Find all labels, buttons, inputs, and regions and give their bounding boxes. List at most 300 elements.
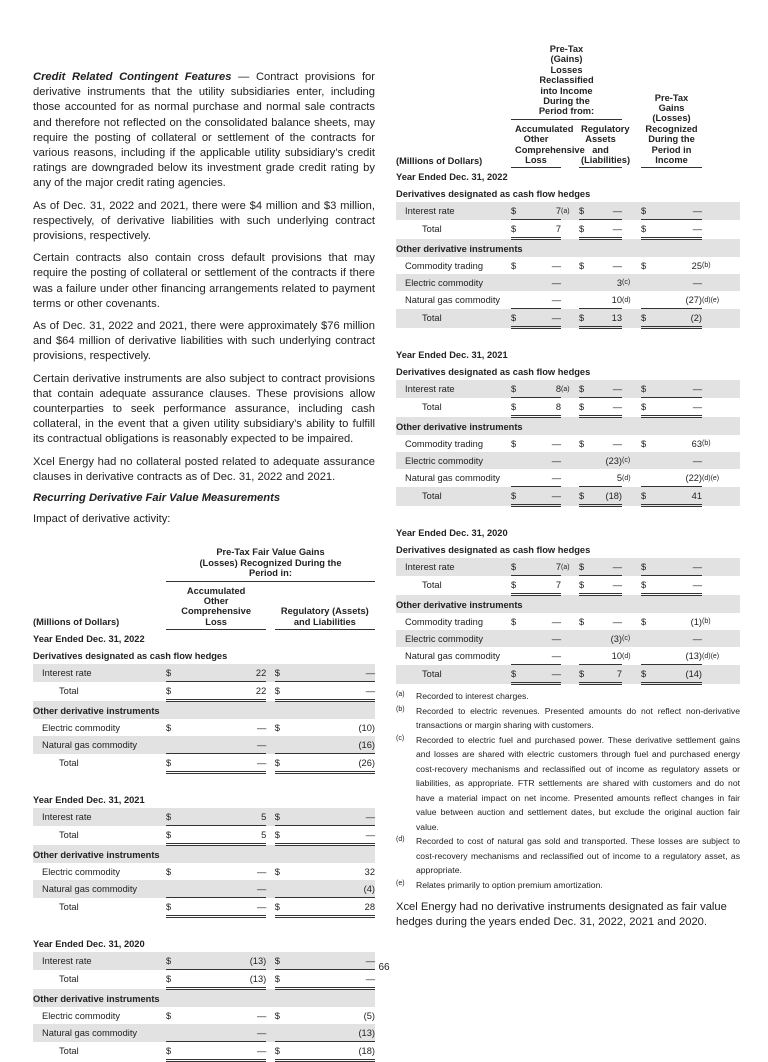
value-aocl: — bbox=[185, 1042, 266, 1061]
currency-symbol: $ bbox=[275, 754, 294, 773]
value-aocl: — bbox=[256, 866, 267, 877]
column-header-units: (Millions of Dollars) bbox=[33, 617, 120, 628]
currency-symbol bbox=[641, 452, 655, 469]
footnote-ref bbox=[702, 202, 740, 220]
currency-symbol bbox=[579, 452, 593, 469]
column-header-aocl: Accumulated Other Comprehensive Loss bbox=[166, 581, 266, 630]
row-label: Electric commodity bbox=[396, 274, 503, 291]
currency-symbol: $ bbox=[579, 220, 593, 239]
value-aocl: — bbox=[525, 274, 561, 291]
currency-symbol: $ bbox=[166, 1042, 185, 1061]
currency-symbol: $ bbox=[166, 754, 185, 773]
spacer bbox=[33, 773, 375, 792]
currency-symbol bbox=[166, 880, 185, 898]
section-heading-row bbox=[396, 541, 740, 558]
row-label: Interest rate bbox=[33, 952, 155, 970]
gap bbox=[266, 1024, 274, 1042]
footnote-ref: (c) bbox=[622, 452, 641, 469]
currency-symbol bbox=[641, 291, 655, 309]
currency-symbol: $ bbox=[511, 380, 525, 398]
footnote-ref bbox=[622, 435, 641, 452]
footnote-ref bbox=[561, 435, 579, 452]
footnote: (c) Recorded to electric fuel and purchased power. These derivative settlement gains and losses are shared with electric customers through fuel and purchased energy cost-recovery mechanisms and reclassified out of income as regulatory assets or liabilities, as appropriate. FTR settlements are shared with customers and do not have a material impact on net income. Presented amounts reflect changes in fair value between auction and settlement dates, but exclude the original auction fair value. bbox=[396, 734, 740, 832]
footnote-ref bbox=[622, 398, 641, 417]
row-label: Year Ended Dec. 31, 2021 bbox=[33, 794, 145, 805]
gap bbox=[503, 469, 511, 487]
value-income: — bbox=[655, 220, 702, 239]
currency-symbol: $ bbox=[641, 309, 655, 328]
value-income: 41 bbox=[655, 487, 702, 506]
currency-symbol: $ bbox=[511, 487, 525, 506]
table-row bbox=[396, 380, 740, 398]
value-aocl: 8 bbox=[525, 380, 561, 398]
value-regulatory: — bbox=[294, 808, 375, 826]
currency-symbol: $ bbox=[641, 398, 655, 417]
value-income: (1) bbox=[690, 616, 703, 627]
table-row bbox=[396, 274, 740, 291]
footnote-ref bbox=[561, 665, 579, 684]
currency-symbol bbox=[511, 452, 525, 469]
currency-symbol: $ bbox=[641, 487, 655, 506]
spacer-row bbox=[33, 917, 375, 936]
value-regulatory: — bbox=[593, 220, 622, 239]
currency-symbol: $ bbox=[641, 576, 655, 595]
currency-symbol: $ bbox=[275, 952, 294, 970]
currency-symbol bbox=[166, 736, 185, 754]
value-aocl: (13) bbox=[185, 952, 266, 970]
footnote-ref: (c) bbox=[622, 630, 641, 647]
value-aocl: — bbox=[525, 630, 561, 647]
row-label: Other derivative instruments bbox=[396, 595, 740, 614]
currency-symbol: $ bbox=[579, 616, 585, 627]
table-row bbox=[396, 398, 740, 417]
row-label: Total bbox=[422, 224, 442, 235]
table-row bbox=[33, 754, 375, 773]
currency-symbol bbox=[511, 630, 525, 647]
row-label: Derivatives designated as cash flow hedges bbox=[396, 188, 591, 199]
table-row bbox=[33, 719, 375, 736]
row-label: Derivatives designated as cash flow hedges bbox=[396, 544, 591, 555]
table-row bbox=[396, 576, 740, 595]
row-label: Interest rate bbox=[396, 202, 503, 220]
row-label: Natural gas commodity bbox=[33, 736, 155, 754]
section-heading-row bbox=[396, 185, 740, 202]
table-row bbox=[33, 1024, 375, 1042]
currency-symbol bbox=[511, 469, 525, 487]
footnote: (a) Recorded to interest charges. bbox=[396, 691, 529, 702]
value-aocl: 5 bbox=[185, 808, 266, 826]
table-row bbox=[396, 452, 740, 469]
footnote-ref: (a) bbox=[561, 558, 579, 576]
footnote-ref bbox=[561, 469, 579, 487]
value-aocl: — bbox=[525, 487, 561, 506]
currency-symbol: $ bbox=[641, 558, 655, 576]
right-column bbox=[396, 44, 740, 942]
currency-symbol: $ bbox=[641, 380, 655, 398]
value-regulatory: 7 bbox=[593, 665, 622, 684]
value-regulatory: — bbox=[294, 826, 375, 845]
row-label: Total bbox=[422, 580, 442, 591]
value-regulatory: (3) bbox=[593, 630, 622, 647]
currency-symbol: $ bbox=[641, 220, 655, 239]
footnote-ref bbox=[622, 665, 641, 684]
currency-symbol: $ bbox=[579, 576, 593, 595]
gap bbox=[155, 664, 166, 682]
value-aocl: — bbox=[551, 650, 561, 661]
value-aocl: 8 bbox=[525, 398, 561, 417]
footnote-ref bbox=[702, 274, 740, 291]
value-aocl: (13) bbox=[185, 970, 266, 989]
table-row bbox=[33, 826, 375, 845]
currency-symbol bbox=[641, 647, 655, 665]
currency-symbol: $ bbox=[165, 1010, 172, 1021]
value-aocl: — bbox=[551, 294, 561, 305]
row-label: Total bbox=[59, 974, 79, 985]
footnote-ref bbox=[561, 309, 579, 328]
footnote-ref bbox=[561, 647, 579, 665]
table-row bbox=[396, 309, 740, 328]
footnote-ref bbox=[561, 274, 579, 291]
value-regulatory: — bbox=[593, 576, 622, 595]
row-label: Natural gas commodity bbox=[33, 1024, 155, 1042]
footnote-ref bbox=[622, 202, 641, 220]
currency-symbol: $ bbox=[165, 866, 172, 877]
currency-symbol: $ bbox=[579, 380, 593, 398]
value-income: — bbox=[655, 202, 702, 220]
row-label: Total bbox=[59, 686, 79, 697]
section-heading-row bbox=[33, 647, 375, 664]
currency-symbol: $ bbox=[641, 665, 655, 684]
closing-paragraph: Xcel Energy had no derivative instruments designated as fair value hedges during the years ended Dec. 31, 2022, 2021 and 2020. bbox=[396, 901, 727, 929]
paragraph: Xcel Energy had no collateral posted related to adequate assurance clauses in derivative contracts as of Dec. 31, 2022 and 2021. bbox=[33, 455, 375, 483]
footnote-ref bbox=[622, 257, 641, 274]
currency-symbol: $ bbox=[579, 398, 593, 417]
value-regulatory: — bbox=[593, 558, 622, 576]
currency-symbol: $ bbox=[641, 438, 647, 449]
table-row bbox=[33, 682, 375, 701]
currency-symbol: $ bbox=[166, 970, 185, 989]
section-heading-row bbox=[33, 989, 375, 1008]
value-income: — bbox=[655, 630, 702, 647]
gap bbox=[503, 647, 511, 665]
footnote: (d) Recorded to cost of natural gas sold and transported. These losses are subject to cost-recovery mechanisms and reclassified out of income to a regulatory asset, as appropriate. bbox=[396, 836, 740, 876]
footnote-ref: (a) bbox=[561, 202, 579, 220]
reclassified-gains-table bbox=[396, 44, 740, 685]
table-row bbox=[396, 558, 740, 576]
row-label: Total bbox=[422, 402, 442, 413]
footnote-ref bbox=[561, 257, 579, 274]
gap bbox=[503, 380, 511, 398]
currency-symbol: $ bbox=[166, 682, 185, 701]
value-regulatory: 32 bbox=[364, 866, 375, 877]
currency-symbol: $ bbox=[511, 260, 517, 271]
table-row bbox=[396, 665, 740, 684]
table-row bbox=[33, 863, 375, 880]
footnote-ref: (b) bbox=[702, 440, 711, 448]
currency-symbol bbox=[579, 647, 593, 665]
intro-text: Impact of derivative activity: bbox=[33, 513, 171, 526]
value-regulatory: — bbox=[612, 438, 623, 449]
spacer-row bbox=[33, 773, 375, 792]
row-label: Electric commodity bbox=[42, 866, 121, 877]
section-heading-row bbox=[396, 417, 740, 436]
year-heading-row bbox=[396, 346, 740, 363]
gap bbox=[266, 719, 274, 736]
currency-symbol bbox=[511, 274, 525, 291]
currency-symbol: $ bbox=[275, 664, 294, 682]
table-row bbox=[396, 202, 740, 220]
row-label: Total bbox=[396, 309, 503, 328]
gap bbox=[503, 274, 511, 291]
currency-symbol bbox=[579, 291, 593, 309]
gap bbox=[266, 1007, 274, 1024]
currency-symbol bbox=[511, 291, 525, 309]
currency-symbol: $ bbox=[166, 952, 185, 970]
currency-symbol bbox=[641, 274, 655, 291]
table-row bbox=[396, 220, 740, 239]
currency-symbol: $ bbox=[579, 558, 593, 576]
column-header-regulatory: Regulatory (Assets) and Liabilities bbox=[275, 581, 375, 630]
footnote-ref bbox=[561, 291, 579, 309]
section-heading-row bbox=[33, 701, 375, 720]
spacer-row bbox=[396, 506, 740, 525]
row-label: Year Ended Dec. 31, 2022 bbox=[33, 633, 145, 644]
year-heading-row bbox=[33, 791, 375, 808]
currency-symbol: $ bbox=[511, 576, 525, 595]
value-regulatory: — bbox=[294, 664, 375, 682]
currency-symbol: $ bbox=[579, 309, 593, 328]
currency-symbol: $ bbox=[579, 438, 585, 449]
paragraph: As of Dec. 31, 2022 and 2021, there were $4 million and $3 million, respectively, of derivative liabilities with such underlying contract provisions, respectively. bbox=[33, 199, 375, 243]
row-label: Electric commodity bbox=[42, 722, 121, 733]
row-label: Interest rate bbox=[396, 380, 503, 398]
value-aocl: — bbox=[256, 1010, 267, 1021]
section-heading-row bbox=[396, 239, 740, 258]
value-income: — bbox=[655, 274, 702, 291]
currency-symbol: $ bbox=[641, 616, 647, 627]
value-regulatory: (18) bbox=[593, 487, 622, 506]
value-regulatory: 28 bbox=[294, 898, 375, 917]
value-aocl: — bbox=[185, 898, 266, 917]
value-aocl: — bbox=[525, 452, 561, 469]
gap bbox=[155, 736, 166, 754]
row-label: Year Ended Dec. 31, 2022 bbox=[396, 171, 508, 182]
gap bbox=[503, 398, 511, 417]
table-row bbox=[396, 487, 740, 506]
gap bbox=[503, 576, 511, 595]
footnote-ref bbox=[622, 220, 641, 239]
column-header-units: (Millions of Dollars) bbox=[396, 155, 483, 166]
footnote-ref bbox=[561, 220, 579, 239]
row-label: Electric commodity bbox=[42, 1010, 121, 1021]
currency-symbol: $ bbox=[511, 398, 525, 417]
gap bbox=[155, 1042, 166, 1061]
table-row bbox=[33, 898, 375, 917]
gap bbox=[155, 1024, 166, 1042]
column-header-income: Pre-Tax Gains (Losses) Recognized During the Period in Income bbox=[641, 44, 702, 168]
value-aocl: 5 bbox=[185, 826, 266, 845]
row-label: Other derivative instruments bbox=[33, 989, 375, 1008]
value-income: (2) bbox=[655, 309, 702, 328]
table-row bbox=[396, 257, 740, 274]
currency-symbol: $ bbox=[511, 616, 517, 627]
gap bbox=[155, 826, 166, 845]
value-aocl: — bbox=[256, 722, 267, 733]
gap bbox=[503, 665, 511, 684]
value-income: (13) bbox=[685, 650, 703, 661]
spacer bbox=[33, 917, 375, 936]
gap bbox=[155, 898, 166, 917]
value-income: — bbox=[655, 452, 702, 469]
footnote-ref bbox=[702, 220, 740, 239]
table-row bbox=[33, 664, 375, 682]
footnote-ref bbox=[702, 665, 740, 684]
row-label: Other derivative instruments bbox=[33, 845, 375, 864]
currency-symbol: $ bbox=[579, 665, 593, 684]
gap bbox=[266, 808, 274, 826]
currency-symbol bbox=[579, 469, 593, 487]
currency-symbol: $ bbox=[275, 1042, 294, 1061]
gap bbox=[503, 309, 511, 328]
currency-symbol: $ bbox=[274, 866, 280, 877]
gap bbox=[266, 863, 274, 880]
value-income: — bbox=[655, 576, 702, 595]
table-row bbox=[396, 630, 740, 647]
currency-symbol: $ bbox=[166, 826, 185, 845]
column-header-aocl: Accumulated Other Comprehensive Loss bbox=[511, 119, 561, 168]
row-label: Electric commodity bbox=[396, 630, 503, 647]
footnote-ref bbox=[561, 630, 579, 647]
footnote-ref bbox=[702, 380, 740, 398]
row-label: Year Ended Dec. 31, 2021 bbox=[396, 349, 508, 360]
left-column bbox=[33, 70, 375, 1062]
row-label: Total bbox=[59, 1046, 79, 1057]
year-heading-row bbox=[33, 630, 375, 648]
gap bbox=[503, 257, 511, 274]
row-label: Year Ended Dec. 31, 2020 bbox=[396, 527, 508, 538]
currency-symbol: $ bbox=[579, 202, 593, 220]
row-label: Total bbox=[396, 487, 503, 506]
gap bbox=[503, 220, 511, 239]
row-label: Commodity trading bbox=[405, 616, 484, 627]
currency-symbol bbox=[275, 880, 294, 898]
value-aocl: — bbox=[551, 438, 561, 449]
value-regulatory: (23) bbox=[593, 452, 622, 469]
currency-symbol bbox=[511, 647, 525, 665]
row-label: Other derivative instruments bbox=[396, 239, 740, 258]
table-row bbox=[33, 880, 375, 898]
gap bbox=[155, 808, 166, 826]
currency-symbol bbox=[579, 274, 593, 291]
footnote-ref: (b) bbox=[702, 262, 711, 270]
footnote-ref bbox=[561, 613, 579, 630]
footnote-ref bbox=[702, 487, 740, 506]
currency-symbol bbox=[275, 736, 294, 754]
group-header: Pre-Tax (Gains) Losses Reclassified into Income During the Period from: bbox=[511, 44, 622, 119]
currency-symbol: $ bbox=[166, 808, 185, 826]
paragraph: Certain contracts also contain cross default provisions that may require the posting of collateral or settlement of the contracts if there was a failure under other financing arrangements related to payment terms or other covenants. bbox=[33, 252, 375, 310]
value-income: (14) bbox=[655, 665, 702, 684]
currency-symbol bbox=[641, 630, 655, 647]
row-label: Derivatives designated as cash flow hedges bbox=[396, 366, 591, 377]
footnote-ref bbox=[702, 398, 740, 417]
table-row bbox=[33, 1007, 375, 1024]
gap bbox=[266, 754, 274, 773]
value-regulatory: (13) bbox=[294, 1024, 375, 1042]
table-row bbox=[396, 469, 740, 487]
paragraph: Certain derivative instruments are also subject to contract provisions that contain adequate assurance clauses. These provisions allow counterparties to seek performance assurance, including cash collateral, in the event that a given utility subsidiary’s ability to fulfill its contractual obligations is reasonably expected to be impaired. bbox=[33, 372, 375, 446]
row-label: Other derivative instruments bbox=[33, 701, 375, 720]
row-label: Derivatives designated as cash flow hedges bbox=[33, 650, 228, 661]
value-income: 63 bbox=[691, 438, 703, 449]
value-aocl: 7 bbox=[525, 202, 561, 220]
year-heading-row bbox=[396, 524, 740, 541]
footnote-ref bbox=[622, 613, 641, 630]
footnote-ref bbox=[702, 309, 740, 328]
row-label: Interest rate bbox=[396, 558, 503, 576]
spacer-row bbox=[396, 328, 740, 347]
gap bbox=[155, 754, 166, 773]
currency-symbol: $ bbox=[511, 438, 517, 449]
currency-symbol bbox=[275, 1024, 294, 1042]
footnote-ref: (d)(e) bbox=[702, 296, 720, 304]
value-income: — bbox=[655, 398, 702, 417]
row-label: Natural gas commodity bbox=[405, 473, 501, 484]
spacer bbox=[396, 506, 740, 525]
currency-symbol: $ bbox=[579, 260, 585, 271]
row-label: Total bbox=[59, 758, 79, 769]
paragraph: As of Dec. 31, 2022 and 2021, there were approximately $76 million and $64 million of derivative liabilities with such underlying contract provisions, respectively. bbox=[33, 320, 375, 363]
table-row bbox=[33, 736, 375, 754]
gap bbox=[503, 452, 511, 469]
currency-symbol: $ bbox=[275, 808, 294, 826]
section-heading-row bbox=[396, 363, 740, 380]
gap bbox=[155, 880, 166, 898]
value-regulatory: — bbox=[612, 260, 623, 271]
value-aocl: 7 bbox=[525, 576, 561, 595]
value-regulatory: — bbox=[593, 398, 622, 417]
value-income: — bbox=[655, 558, 702, 576]
value-aocl: — bbox=[551, 616, 561, 627]
table-row bbox=[33, 808, 375, 826]
currency-symbol bbox=[641, 469, 655, 487]
footnote-ref bbox=[622, 576, 641, 595]
gap bbox=[266, 898, 274, 917]
currency-symbol: $ bbox=[274, 1010, 280, 1021]
gap bbox=[266, 736, 274, 754]
gap bbox=[266, 682, 274, 701]
row-label: Total bbox=[396, 665, 503, 684]
value-regulatory: (5) bbox=[363, 1010, 375, 1021]
row-label: Total bbox=[59, 902, 79, 913]
footnote-ref bbox=[622, 487, 641, 506]
currency-symbol bbox=[166, 1024, 185, 1042]
paragraph-credit-contingent: Credit Related Contingent Features — Contract provisions for derivative instruments that the utility subsidiaries enter, including those accounted for as normal purchase and normal sale contracts and therefore not reflected on the consolidated balance sheets, may require the posting of collateral or settlement of the contracts for various reasons, including if the applicable utility subsidiary’s credit ratings are downgraded below its investment grade credit rating by any of the major credit rating agencies. bbox=[33, 71, 375, 190]
value-regulatory: (18) bbox=[294, 1042, 375, 1061]
row-label: Commodity trading bbox=[405, 438, 484, 449]
currency-symbol: $ bbox=[274, 722, 280, 733]
currency-symbol: $ bbox=[511, 202, 525, 220]
gap bbox=[155, 1007, 166, 1024]
row-label: Total bbox=[59, 830, 79, 841]
footnote-ref: (d) bbox=[622, 474, 631, 482]
currency-symbol: $ bbox=[641, 202, 655, 220]
value-regulatory: 3 bbox=[593, 274, 622, 291]
group-header: Pre-Tax Fair Value Gains (Losses) Recognized During the Period in: bbox=[166, 547, 375, 581]
gap bbox=[155, 719, 166, 736]
value-aocl: — bbox=[185, 754, 266, 773]
page-number: 66 bbox=[378, 962, 390, 973]
